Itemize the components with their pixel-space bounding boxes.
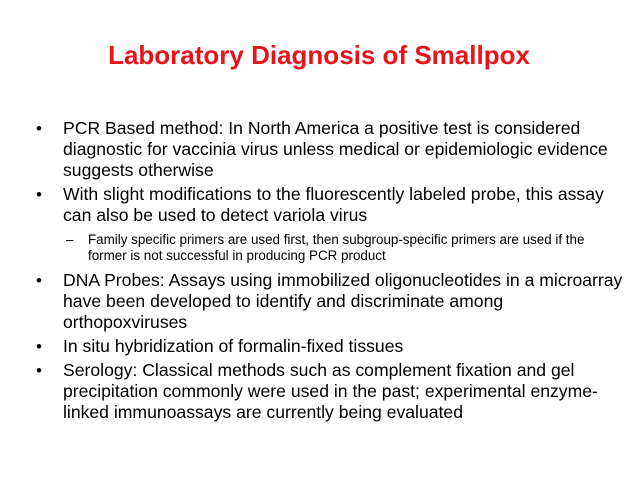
bullet-item-variola bbox=[36, 184, 626, 226]
bullet-marker: • bbox=[36, 119, 42, 138]
bullet-item-dna-probes bbox=[36, 270, 626, 333]
bullet-text: With slight modifications to the fluorescently labeled probe, this assay can also be used to detect variola virus bbox=[63, 184, 604, 225]
bullet-marker: • bbox=[36, 337, 42, 356]
bullet-marker: • bbox=[36, 185, 42, 204]
bullet-marker: • bbox=[36, 361, 42, 380]
bullet-text: DNA Probes: Assays using immobilized oligonucleotides in a microarray have been developed to identify and discriminate among orthopoxviruses bbox=[63, 270, 623, 332]
bullet-marker: • bbox=[36, 271, 42, 290]
sub-bullet-marker: – bbox=[66, 232, 74, 247]
sub-bullet-text: Family specific primers are used first, then subgroup-specific primers are used if the former is not successful in producing PCR product bbox=[88, 232, 585, 263]
bullet-item-pcr bbox=[36, 118, 626, 181]
slide-title: Laboratory Diagnosis of Smallpox bbox=[108, 40, 530, 70]
bullet-text: Serology: Classical methods such as complement fixation and gel precipitation commonly were used in the past; experimental enzyme-linked immunoassays are currently being evaluated bbox=[63, 360, 598, 422]
bullet-list bbox=[36, 118, 626, 426]
bullet-item-in-situ bbox=[36, 336, 626, 357]
sub-bullet-item-primers bbox=[36, 232, 626, 264]
bullet-text: PCR Based method: In North America a positive test is considered diagnostic for vaccinia virus unless medical or epidemiologic evidence suggests otherwise bbox=[63, 118, 608, 180]
bullet-text: In situ hybridization of formalin-fixed tissues bbox=[63, 336, 404, 356]
bullet-item-serology bbox=[36, 360, 626, 423]
